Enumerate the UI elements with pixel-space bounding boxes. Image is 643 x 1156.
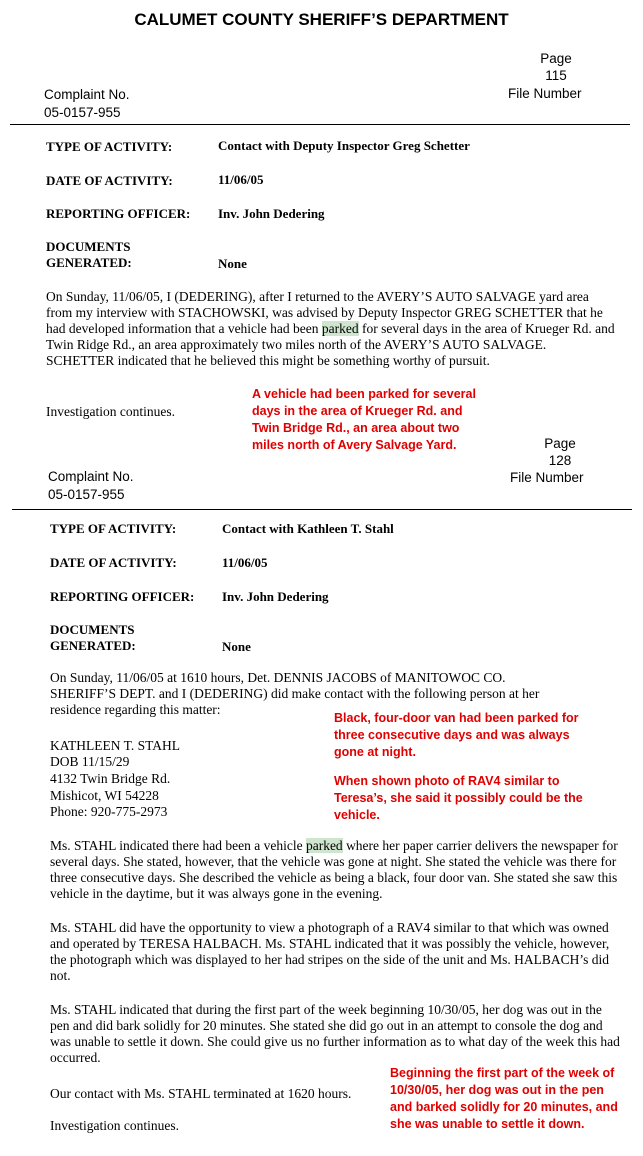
- reporting-officer-label: REPORTING OFFICER:: [46, 206, 191, 221]
- complaint-label: Complaint No.: [44, 87, 130, 102]
- annotation-note: Black, four-door van had been parked for three consecutive days and was always gone at night.: [334, 711, 579, 759]
- investigation-continues: Investigation continues.: [46, 404, 175, 419]
- contact-name: KATHLEEN T. STAHL: [50, 738, 181, 753]
- file-number-label: File Number: [510, 470, 584, 485]
- narrative-paragraph: [46, 289, 616, 369]
- paragraph-text: for several days in the area of Krueger Rd. and Twin Ridge Rd., an area approximately two miles north of the AVERY’S AUTO SALVAGE. SCHETTER indicated that he believed this might be something worthy of pursuit.: [46, 321, 615, 368]
- contact-street: 4132 Twin Bridge Rd.: [50, 771, 171, 786]
- contact-terminated: Our contact with Ms. STAHL terminated at 1620 hours.: [50, 1086, 352, 1101]
- complaint-number: 05-0157-955: [48, 487, 125, 502]
- file-number-label: File Number: [508, 86, 582, 101]
- documents-label: DOCUMENTS: [46, 239, 131, 254]
- type-of-activity-value: Contact with Deputy Inspector Greg Schetter: [218, 138, 470, 153]
- paragraph-text: On Sunday, 11/06/05, I (DEDERING), after I returned to the AVERY’S AUTO SALVAGE yard area from my interview with STACHOWSKI, was advised by Deputy Inspector GREG SCHETTER that he had developed information that a vehicle had been: [46, 289, 603, 336]
- type-of-activity-label: TYPE OF ACTIVITY:: [50, 521, 177, 536]
- documents-label: DOCUMENTS: [50, 622, 135, 637]
- date-of-activity-value: 11/06/05: [222, 555, 268, 570]
- page-number: 115: [545, 68, 567, 83]
- intro-paragraph: On Sunday, 11/06/05 at 1610 hours, Det. DENNIS JACOBS of MANITOWOC CO. SHERIFF’S DEPT. and I (DEDERING) did make contact with the following person at her residence regarding this matter:: [50, 670, 540, 717]
- date-of-activity-value: 11/06/05: [218, 172, 264, 187]
- contact-dob: DOB 11/15/29: [50, 754, 130, 769]
- highlighted-word: parked: [305, 838, 343, 853]
- page-number: 128: [548, 453, 572, 468]
- annotation-note: When shown photo of RAV4 similar to Teresa’s, she said it possibly could be the vehicle.: [334, 774, 583, 822]
- documents-value: None: [218, 256, 247, 271]
- generated-label: GENERATED:: [50, 638, 136, 653]
- annotation-note: A vehicle had been parked for several days in the area of Krueger Rd. and Twin Bridge Rd., an area about two miles north of Avery Salvage Yard.: [252, 387, 476, 452]
- annotation-note: Beginning the first part of the week of 10/30/05, her dog was out in the pen and barked solidly for 20 minutes, and she was unable to settle it down.: [390, 1066, 618, 1131]
- type-of-activity-value: Contact with Kathleen T. Stahl: [222, 521, 394, 536]
- investigation-continues: Investigation continues.: [50, 1118, 179, 1133]
- reporting-officer-value: Inv. John Dedering: [222, 589, 329, 604]
- photo-paragraph: Ms. STAHL did have the opportunity to view a photograph of a RAV4 similar to that which was owned and operated by TERESA HALBACH. Ms. STAHL indicated that it was possibly the vehicle, however, the photograph which was displayed to her had stripes on the side of the unit and Ms. HALBACH’s did not.: [50, 920, 610, 983]
- highlighted-word: parked: [321, 321, 359, 336]
- contact-phone: Phone: 920-775-2973: [50, 804, 168, 819]
- generated-label: GENERATED:: [46, 255, 132, 270]
- date-of-activity-label: DATE OF ACTIVITY:: [46, 173, 173, 188]
- paragraph-text: Ms. STAHL indicated there had been a vehicle: [50, 838, 306, 853]
- page-label: Page: [544, 436, 576, 451]
- page-title: CALUMET COUNTY SHERIFF’S DEPARTMENT: [134, 10, 509, 29]
- date-of-activity-label: DATE OF ACTIVITY:: [50, 555, 177, 570]
- page-label: Page: [540, 51, 572, 66]
- divider: [10, 124, 630, 125]
- complaint-number: 05-0157-955: [44, 105, 121, 120]
- paragraph-text: where her paper carrier delivers the newspaper for several days. She stated, however, that the vehicle was gone at night. She stated the vehicle was there for three consecutive days. She described the vehicle as being a black, four door van. She stated she saw this vehicle in the daytime, but it was always gone in the evening.: [50, 838, 618, 901]
- statement-paragraph: [50, 838, 620, 902]
- reporting-officer-value: Inv. John Dedering: [218, 206, 325, 221]
- type-of-activity-label: TYPE OF ACTIVITY:: [46, 139, 173, 154]
- contact-city: Mishicot, WI 54228: [50, 788, 159, 803]
- complaint-label: Complaint No.: [48, 469, 134, 484]
- divider: [12, 509, 632, 510]
- dog-paragraph: Ms. STAHL indicated that during the first part of the week beginning 10/30/05, her dog was out in the pen and did bark solidly for 20 minutes. She stated she did go out in an attempt to console the dog and was unable to settle it down. She could give us no further information as to what day of the week this had occurred.: [50, 1002, 620, 1065]
- documents-value: None: [222, 639, 251, 654]
- reporting-officer-label: REPORTING OFFICER:: [50, 589, 195, 604]
